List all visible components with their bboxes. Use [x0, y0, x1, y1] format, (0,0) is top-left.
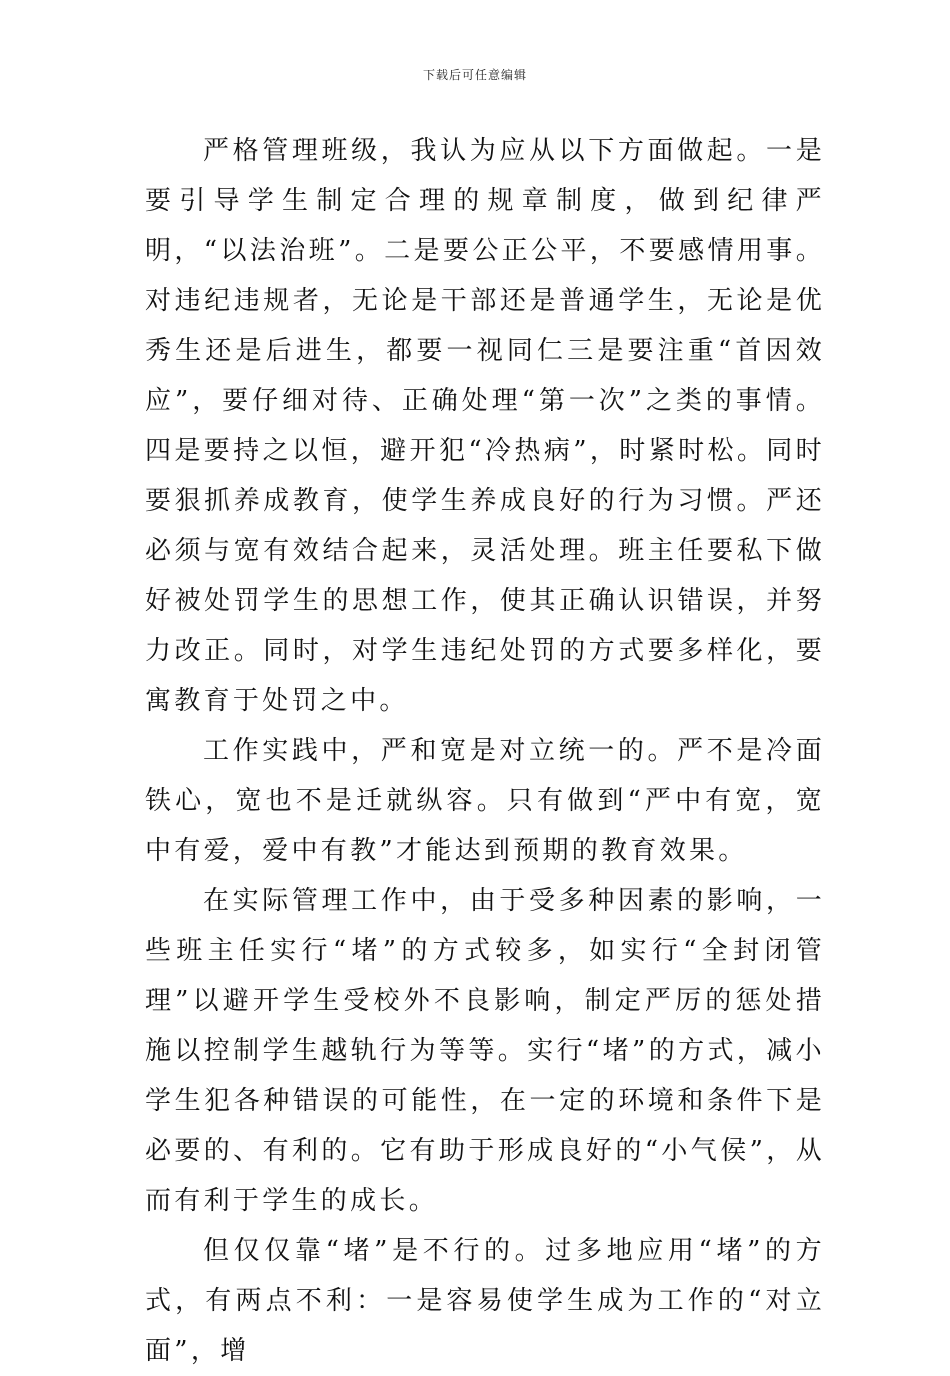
document-body	[145, 126, 825, 1376]
paragraph-blocking-drawbacks: 但仅仅靠“堵”是不行的。过多地应用“堵”的方式，有两点不利：一是容易使学生成为工作的“对立面”，增	[145, 1236, 825, 1366]
paragraph-blocking-approach: 在实际管理工作中，由于受多种因素的影响，一些班主任实行“堵”的方式较多，如实行“全封闭管理”以避开学生受校外不良影响，制定严厉的惩处措施以控制学生越轨行为等等。实行“堵”的方式，减小学生犯各种错误的可能性，在一定的环境和条件下是必要的、有利的。它有助于形成良好的“小气侯”，从而有利于学生的成长。	[145, 886, 825, 1216]
paragraph-strict-and-lenient: 工作实践中，严和宽是对立统一的。严不是冷面铁心，宽也不是迁就纵容。只有做到“严中有宽，宽中有爱，爱中有教”才能达到预期的教育效果。	[145, 736, 825, 866]
page-header-note: 下载后可任意编辑	[422, 68, 527, 82]
paragraph-strict-management: 严格管理班级，我认为应从以下方面做起。一是要引导学生制定合理的规章制度，做到纪律严明，“以法治班”。二是要公正公平，不要感情用事。对违纪违规者，无论是干部还是普通学生，无论是优秀生还是后进生，都要一视同仁三是要注重“首因效应”，要仔细对待、正确处理“第一次”之类的事情。四是要持之以恒，避开犯“冷热病”，时紧时松。同时要狠抓养成教育，使学生养成良好的行为习惯。严还必须与宽有效结合起来，灵活处理。班主任要私下做好被处罚学生的思想工作，使其正确认识错误，并努力改正。同时，对学生违纪处罚的方式要多样化，要寓教育于处罚之中。	[145, 136, 825, 716]
